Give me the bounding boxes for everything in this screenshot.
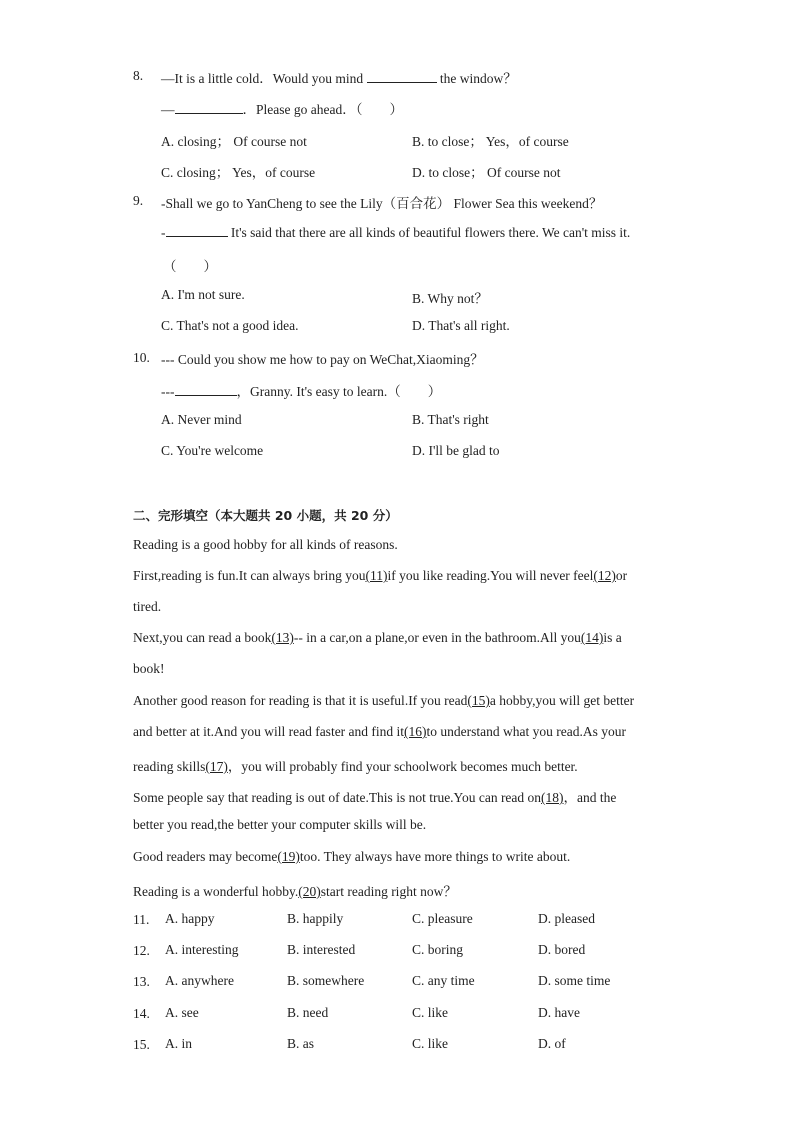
option-a[interactable]: A. anywhere <box>165 973 234 988</box>
passage-line: book! <box>133 661 165 676</box>
passage-line: Reading is a good hobby for all kinds of reasons. <box>133 537 398 552</box>
option-a[interactable]: A. see <box>165 1005 199 1020</box>
option-c[interactable]: C. like <box>412 1036 448 1051</box>
blank-11[interactable]: (11) <box>365 568 388 583</box>
question-number: 10. <box>133 350 150 365</box>
question-number: 8. <box>133 68 144 83</box>
option-b[interactable]: B. as <box>287 1036 314 1051</box>
blank-19[interactable]: (19) <box>277 849 300 864</box>
passage-line: Good readers may become(19)too. They always have more things to write about. <box>133 849 571 864</box>
question-number: 14. <box>133 1006 150 1021</box>
passage-line: and better at it.And you will read faster and find it(16)to understand what you read.As your <box>133 724 627 739</box>
blank-17[interactable]: (17) <box>205 759 228 774</box>
passage-line: Reading is a wonderful hobby.(20)start reading right now？ <box>133 884 457 899</box>
question-stem: --- Could you show me how to pay on WeChat,Xiaoming？ <box>161 352 484 367</box>
option-a[interactable]: A. in <box>165 1036 192 1051</box>
question-stem: -Shall we go to YanCheng to see the Lily（百合花） Flower Sea this weekend？ <box>161 196 603 211</box>
option-d[interactable]: D. to close； Of course not <box>412 165 561 180</box>
answer-blank <box>175 101 243 114</box>
option-b[interactable]: B. need <box>287 1005 329 1020</box>
option-b[interactable]: B. interested <box>287 942 356 957</box>
option-d[interactable]: D. have <box>538 1005 580 1020</box>
blank-13[interactable]: (13) <box>271 630 294 645</box>
option-b[interactable]: B. to close； Yes，of course <box>412 134 569 149</box>
option-c[interactable]: C. You're welcome <box>161 443 264 458</box>
question-stem: —It is a little cold．Would you mind the window？ <box>161 71 517 86</box>
passage-line: better you read,the better your computer skills will be. <box>133 817 427 832</box>
option-d[interactable]: D. of <box>538 1036 566 1051</box>
section-title: 二、完形填空（本大题共 20 小题，共 20 分） <box>133 508 398 523</box>
option-b[interactable]: B. somewhere <box>287 973 365 988</box>
option-d[interactable]: D. pleased <box>538 911 595 926</box>
option-a[interactable]: A. Never mind <box>161 412 242 427</box>
option-c[interactable]: C. pleasure <box>412 911 473 926</box>
option-d[interactable]: D. That's all right. <box>412 318 510 333</box>
option-c[interactable]: C. any time <box>412 973 475 988</box>
passage-line: Another good reason for reading is that it is useful.If you read(15)a hobby,you will get better <box>133 693 635 708</box>
blank-15[interactable]: (15) <box>467 693 490 708</box>
answer-parentheses: （ ） <box>163 259 217 274</box>
answer-blank <box>166 224 228 237</box>
blank-20[interactable]: (20) <box>298 884 321 899</box>
question-number: 12. <box>133 943 150 958</box>
option-b[interactable]: B. Why not？ <box>412 291 488 306</box>
question-number: 15. <box>133 1037 150 1052</box>
option-a[interactable]: A. happy <box>165 911 215 926</box>
option-b[interactable]: B. That's right <box>412 412 489 427</box>
blank-14[interactable]: (14) <box>580 630 604 645</box>
blank-16[interactable]: (16) <box>404 724 427 739</box>
option-c[interactable]: C. That's not a good idea. <box>161 318 299 333</box>
option-c[interactable]: C. boring <box>412 942 464 957</box>
question-number: 9. <box>133 193 144 208</box>
option-b[interactable]: B. happily <box>287 911 344 926</box>
question-stem: — ．Please go ahead．（ ） <box>161 102 403 117</box>
answer-blank <box>367 70 437 83</box>
question-stem: --- ，Granny. It's easy to learn.（ ） <box>161 384 442 399</box>
option-c[interactable]: C. closing； Yes，of course <box>161 165 316 180</box>
option-d[interactable]: D. bored <box>538 942 586 957</box>
option-a[interactable]: A. interesting <box>165 942 239 957</box>
blank-12[interactable]: (12) <box>593 568 616 583</box>
question-stem: - It's said that there are all kinds of beautiful flowers there. We can't miss it. <box>161 225 631 240</box>
option-c[interactable]: C. like <box>412 1005 448 1020</box>
answer-blank <box>175 383 237 396</box>
option-a[interactable]: A. closing； Of course not <box>161 134 307 149</box>
passage-line: tired. <box>133 599 162 614</box>
passage-line: reading skills(17)，you will probably find your schoolwork becomes much better. <box>133 759 578 774</box>
question-number: 13. <box>133 974 150 989</box>
passage-line: First,reading is fun.It can always bring you(11)if you like reading.You will never feel(12)or <box>133 568 628 583</box>
passage-line: Next,you can read a book(13)-- in a car,on a plane,or even in the bathroom.All you(14)is a <box>133 630 622 645</box>
question-number: 11. <box>133 912 150 927</box>
option-d[interactable]: D. some time <box>538 973 611 988</box>
blank-18[interactable]: (18) <box>541 790 564 805</box>
passage-line: Some people say that reading is out of date.This is not true.You can read on(18)，and the <box>133 790 617 805</box>
option-a[interactable]: A. I'm not sure. <box>161 287 245 302</box>
option-d[interactable]: D. I'll be glad to <box>412 443 500 458</box>
